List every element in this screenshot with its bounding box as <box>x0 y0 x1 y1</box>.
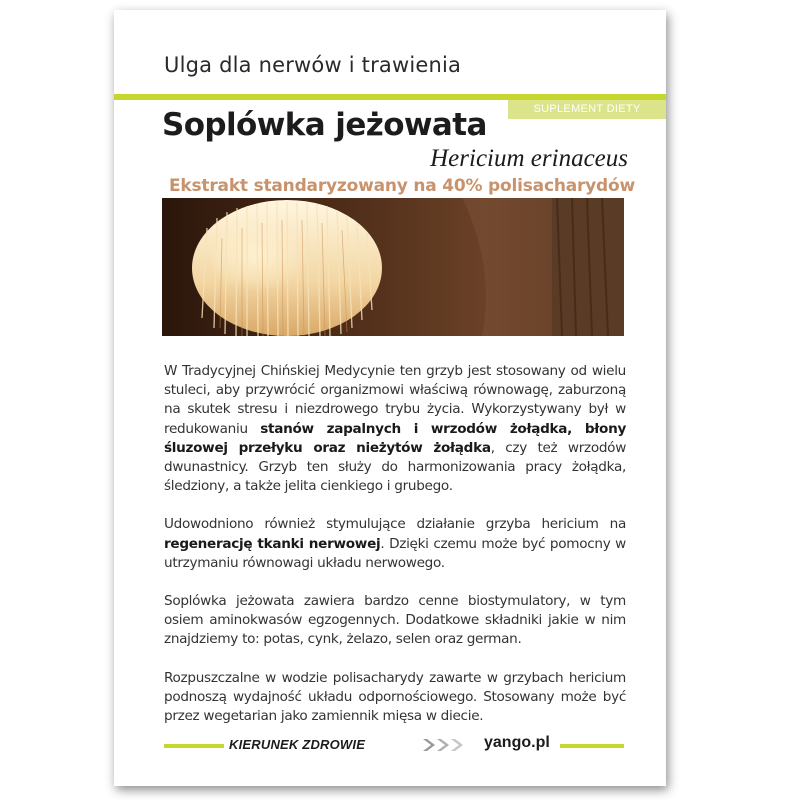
paragraph-immunity: Rozpuszczalne w wodzie polisacharydy zawarte w grzybach hericium podnoszą wydajność układu odpornościowego. Stosowany może być przez wegetarian jako zamiennik mięsa w diecie. <box>164 669 626 725</box>
emphasis-text: regenerację tkanki nerwowej <box>164 535 381 552</box>
paragraph-text: . Dzięki czemu może być pomocny w utrzymaniu równowagi układu nerwowego. <box>164 535 626 571</box>
footer-bar-left <box>164 744 224 748</box>
emphasis-text: stanów zapalnych i wrzodów żołądka, błony śluzowej przełyku oraz nieżytów żołądka <box>164 420 627 456</box>
product-title: Soplówka jeżowata <box>162 107 487 143</box>
latin-name: Hericium erinaceus <box>430 145 628 172</box>
paragraph-text: , czy też wrzodów dwunastnicy. Grzyb ten służy do harmonizowania pracy żołądka, śledziony, a także jelita cienkiego i grubego. <box>164 439 627 495</box>
paragraph-text: Udowodniono również stymulujące działanie grzyba hericium na <box>164 516 626 533</box>
mushroom-photo <box>162 198 624 336</box>
footer-bar-right <box>560 744 624 748</box>
paragraph-tcm <box>164 362 626 496</box>
footer-website: yango.pl <box>484 734 550 751</box>
footer-brand: KIERUNEK ZDROWIE <box>229 737 366 752</box>
description-text <box>164 362 626 745</box>
paragraph-text: W Tradycyjnej Chińskiej Medycynie ten grzyb jest stosowany od wielu stuleci, aby przywrócić organizmowi właściwą równowagę, zaburzoną na skutek stresu i niezdrowego trybu życia. Wykorzystywany był w redukowaniu <box>164 363 626 437</box>
tagline: Ulga dla nerwów i trawienia <box>164 53 462 77</box>
triple-chevron-right-icon <box>421 737 469 753</box>
leaflet-page <box>114 10 666 786</box>
paragraph-nerves <box>164 515 626 573</box>
extract-subtitle: Ekstrakt standaryzowany na 40% polisacharydów <box>169 176 636 196</box>
paragraph-nutrients: Soplówka jeżowata zawiera bardzo cenne biostymulatory, w tym osiem aminokwasów egzogennych. Dodatkowe składniki jakie w nim znajdziemy to: potas, cynk, żelazo, selen oraz german. <box>164 593 626 648</box>
supplement-badge: SUPLEMENT DIETY <box>508 100 666 119</box>
